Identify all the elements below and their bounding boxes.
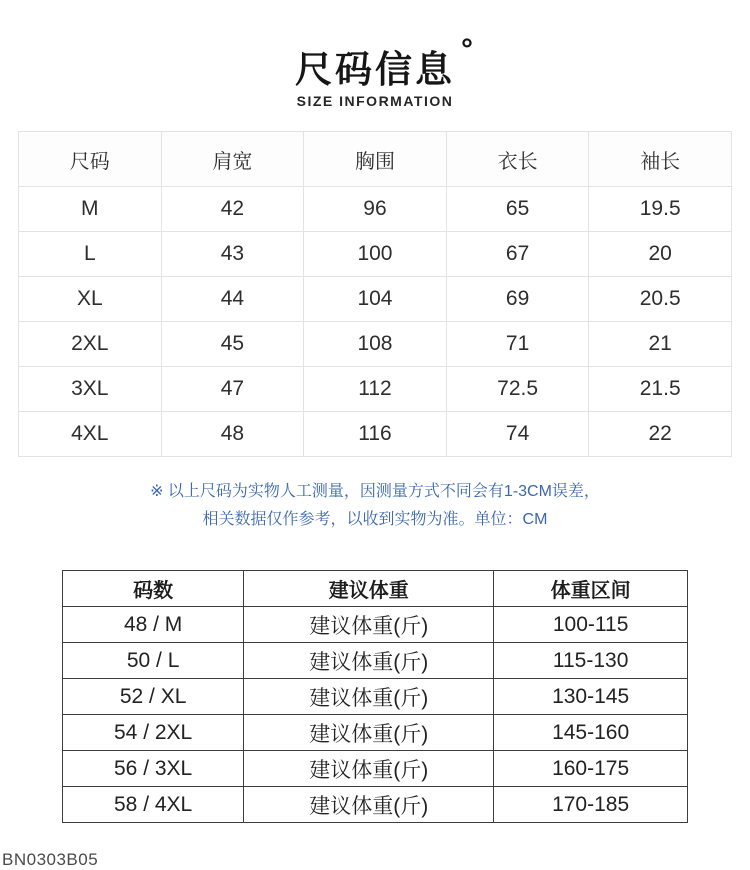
table-cell: 104 bbox=[304, 277, 447, 322]
degree-mark-icon: ° bbox=[461, 33, 473, 66]
table-cell: 48 bbox=[161, 412, 304, 457]
table-cell: XL bbox=[19, 277, 162, 322]
table-cell: 3XL bbox=[19, 367, 162, 412]
table-cell: 100 bbox=[304, 232, 447, 277]
table-cell: 72.5 bbox=[446, 367, 589, 412]
table-cell: 建议体重(斤) bbox=[244, 787, 494, 823]
table-row bbox=[19, 187, 732, 232]
header-cell: 肩宽 bbox=[161, 132, 304, 187]
table-cell: 4XL bbox=[19, 412, 162, 457]
table-row bbox=[19, 277, 732, 322]
table-cell: 54 / 2XL bbox=[63, 715, 244, 751]
table-cell: 19.5 bbox=[589, 187, 732, 232]
header-cell: 衣长 bbox=[446, 132, 589, 187]
table-cell: 43 bbox=[161, 232, 304, 277]
page-subtitle: SIZE INFORMATION bbox=[296, 93, 454, 109]
table-cell: 56 / 3XL bbox=[63, 751, 244, 787]
page-title-wrap bbox=[295, 33, 473, 90]
table-row bbox=[63, 679, 688, 715]
table-cell: 2XL bbox=[19, 322, 162, 367]
weight-table-header-row bbox=[63, 571, 688, 607]
table-cell: 96 bbox=[304, 187, 447, 232]
table-row bbox=[63, 715, 688, 751]
table-cell: 130-145 bbox=[494, 679, 688, 715]
table-row bbox=[63, 607, 688, 643]
table-cell: 22 bbox=[589, 412, 732, 457]
weight-table-head bbox=[63, 571, 688, 607]
table-row bbox=[63, 751, 688, 787]
table-cell: 20.5 bbox=[589, 277, 732, 322]
table-row bbox=[19, 367, 732, 412]
measurement-note-line1: ※ 以上尺码为实物人工测量，因测量方式不同会有1-3CM误差， bbox=[150, 483, 600, 500]
product-code: BN0303B05 bbox=[2, 850, 99, 869]
table-cell: 建议体重(斤) bbox=[244, 607, 494, 643]
header-cell: 袖长 bbox=[589, 132, 732, 187]
table-row bbox=[63, 643, 688, 679]
table-cell: 21.5 bbox=[589, 367, 732, 412]
table-cell: 100-115 bbox=[494, 607, 688, 643]
table-cell: 建议体重(斤) bbox=[244, 643, 494, 679]
table-cell: 116 bbox=[304, 412, 447, 457]
table-cell: 45 bbox=[161, 322, 304, 367]
table-cell: 145-160 bbox=[494, 715, 688, 751]
table-cell: 71 bbox=[446, 322, 589, 367]
table-row bbox=[19, 412, 732, 457]
table-row bbox=[63, 787, 688, 823]
weight-table-body bbox=[63, 607, 688, 823]
table-cell: 44 bbox=[161, 277, 304, 322]
size-table-body bbox=[19, 187, 732, 457]
table-cell: 建议体重(斤) bbox=[244, 679, 494, 715]
measurement-note-line2: 相关数据仅作参考，以收到实物为准。单位：CM bbox=[202, 511, 548, 528]
table-cell: M bbox=[19, 187, 162, 232]
size-table bbox=[18, 131, 732, 457]
table-cell: 170-185 bbox=[494, 787, 688, 823]
table-cell: 52 / XL bbox=[63, 679, 244, 715]
table-cell: 69 bbox=[446, 277, 589, 322]
weight-table bbox=[62, 570, 688, 823]
table-row bbox=[19, 322, 732, 367]
table-cell: 58 / 4XL bbox=[63, 787, 244, 823]
table-cell: 42 bbox=[161, 187, 304, 232]
page-header bbox=[0, 0, 750, 109]
table-cell: 50 / L bbox=[63, 643, 244, 679]
table-cell: L bbox=[19, 232, 162, 277]
measurement-note bbox=[0, 478, 750, 534]
table-cell: 48 / M bbox=[63, 607, 244, 643]
table-cell: 108 bbox=[304, 322, 447, 367]
size-table-head bbox=[19, 132, 732, 187]
table-cell: 67 bbox=[446, 232, 589, 277]
table-cell: 21 bbox=[589, 322, 732, 367]
table-row bbox=[19, 232, 732, 277]
header-cell: 尺码 bbox=[19, 132, 162, 187]
table-cell: 160-175 bbox=[494, 751, 688, 787]
table-cell: 建议体重(斤) bbox=[244, 715, 494, 751]
header-cell: 建议体重 bbox=[244, 571, 494, 607]
table-cell: 115-130 bbox=[494, 643, 688, 679]
table-cell: 112 bbox=[304, 367, 447, 412]
table-cell: 20 bbox=[589, 232, 732, 277]
header-cell: 体重区间 bbox=[494, 571, 688, 607]
header-cell: 码数 bbox=[63, 571, 244, 607]
table-cell: 47 bbox=[161, 367, 304, 412]
table-cell: 74 bbox=[446, 412, 589, 457]
table-cell: 65 bbox=[446, 187, 589, 232]
page-title: 尺码信息 bbox=[295, 49, 455, 90]
table-cell: 建议体重(斤) bbox=[244, 751, 494, 787]
size-table-header-row bbox=[19, 132, 732, 187]
header-cell: 胸围 bbox=[304, 132, 447, 187]
